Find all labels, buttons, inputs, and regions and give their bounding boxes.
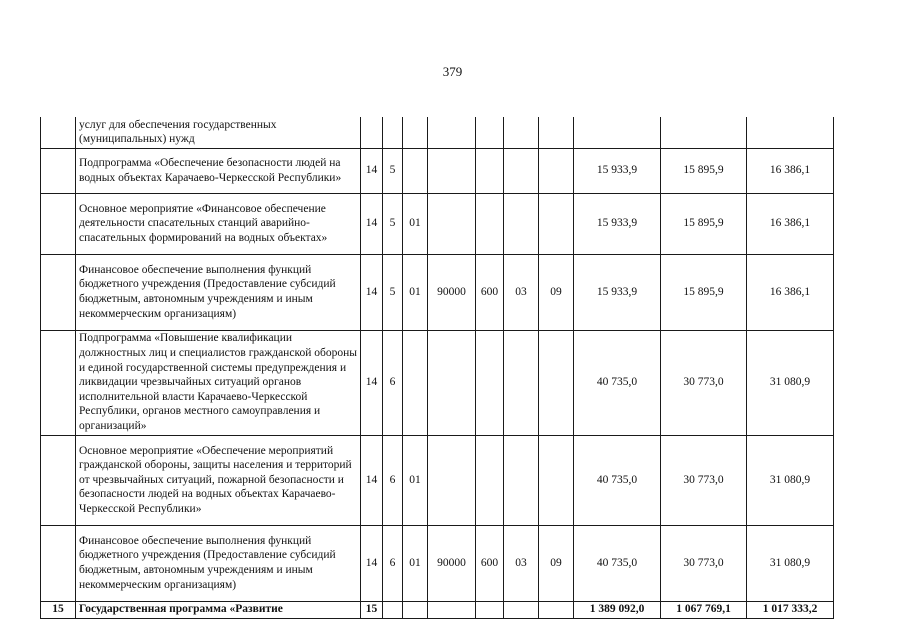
amount-cell: 15 895,9 [661,193,747,254]
code-cell: 03 [504,525,539,601]
table-row [41,601,834,618]
row-name: услуг для обеспечения государственных (муниципальных) нужд [76,117,361,148]
table-row [41,525,834,601]
code-cell: 09 [539,525,574,601]
budget-table [40,117,834,619]
amount-cell: 15 895,9 [661,254,747,330]
amount-cell: 15 933,9 [574,193,661,254]
row-number [41,193,76,254]
row-name: Финансовое обеспечение выполнения функций бюджетного учреждения (Предоставление субсидий бюджетным, автономным учреждениям и иным некоммерческим организациям) [76,525,361,601]
code-cell: 01 [403,254,428,330]
code-cell [383,601,403,618]
row-number [41,148,76,193]
amount-cell: 1 067 769,1 [661,601,747,618]
code-cell [428,435,476,525]
amount-cell: 1 017 333,2 [747,601,834,618]
code-cell: 5 [383,148,403,193]
code-cell [476,117,504,148]
code-cell [428,601,476,618]
code-cell: 01 [403,435,428,525]
code-cell [403,117,428,148]
row-name: Государственная программа «Развитие [76,601,361,618]
amount-cell: 15 933,9 [574,148,661,193]
code-cell [428,117,476,148]
amount-cell: 30 773,0 [661,435,747,525]
code-cell: 90000 [428,254,476,330]
row-name: Основное мероприятие «Финансовое обеспечение деятельности спасательных станций аварийно-спасательных формирований на водных объектах» [76,193,361,254]
code-cell: 14 [361,193,383,254]
amount-cell: 40 735,0 [574,330,661,435]
row-number [41,330,76,435]
amount-cell: 16 386,1 [747,193,834,254]
code-cell [504,601,539,618]
amount-cell [747,117,834,148]
code-cell [539,601,574,618]
row-name: Основное мероприятие «Обеспечение мероприятий гражданской обороны, защиты населения и территорий от чрезвычайных ситуаций, пожарной безопасности и безопасности людей на водных объектах Карачаево-Черкесской Республики» [76,435,361,525]
code-cell: 90000 [428,525,476,601]
row-name: Подпрограмма «Повышение квалификации должностных лиц и специалистов гражданской обороны и единой государственной системы предупреждения и ликвидации чрезвычайных ситуаций органов исполнительной власти Карачаево-Черкесской Республики, органов местного самоуправления и организаций» [76,330,361,435]
row-number: 15 [41,601,76,618]
amount-cell [574,117,661,148]
row-name: Финансовое обеспечение выполнения функций бюджетного учреждения (Предоставление субсидий бюджетным, автономным учреждениям и иным некоммерческим организациям) [76,254,361,330]
code-cell [476,148,504,193]
code-cell: 14 [361,330,383,435]
amount-cell: 15 895,9 [661,148,747,193]
table-row [41,117,834,148]
code-cell [476,330,504,435]
code-cell: 15 [361,601,383,618]
code-cell [476,193,504,254]
code-cell [539,148,574,193]
code-cell: 6 [383,525,403,601]
amount-cell: 30 773,0 [661,330,747,435]
code-cell [361,117,383,148]
code-cell [504,435,539,525]
code-cell [539,193,574,254]
code-cell [539,435,574,525]
code-cell [504,330,539,435]
table-row [41,330,834,435]
code-cell: 600 [476,254,504,330]
code-cell [428,193,476,254]
code-cell: 01 [403,193,428,254]
row-number [41,435,76,525]
table-row [41,193,834,254]
code-cell [504,117,539,148]
code-cell [476,601,504,618]
code-cell: 14 [361,525,383,601]
table-row [41,254,834,330]
code-cell [504,193,539,254]
amount-cell: 31 080,9 [747,330,834,435]
code-cell [539,117,574,148]
code-cell [403,148,428,193]
amount-cell: 40 735,0 [574,435,661,525]
row-number [41,254,76,330]
code-cell: 14 [361,254,383,330]
code-cell [383,117,403,148]
row-number [41,117,76,148]
code-cell: 5 [383,254,403,330]
code-cell: 03 [504,254,539,330]
table-row [41,435,834,525]
code-cell [539,330,574,435]
code-cell: 09 [539,254,574,330]
code-cell [403,601,428,618]
code-cell: 6 [383,330,403,435]
page-number: 379 [442,64,463,79]
code-cell [428,148,476,193]
amount-cell: 40 735,0 [574,525,661,601]
code-cell: 01 [403,525,428,601]
row-name: Подпрограмма «Обеспечение безопасности людей на водных объектах Карачаево-Черкесской Республики» [76,148,361,193]
code-cell: 600 [476,525,504,601]
amount-cell: 30 773,0 [661,525,747,601]
code-cell: 6 [383,435,403,525]
amount-cell: 16 386,1 [747,148,834,193]
code-cell: 14 [361,435,383,525]
amount-cell: 16 386,1 [747,254,834,330]
code-cell: 14 [361,148,383,193]
code-cell [504,148,539,193]
code-cell [403,330,428,435]
amount-cell: 31 080,9 [747,525,834,601]
row-number [41,525,76,601]
code-cell [428,330,476,435]
amount-cell: 15 933,9 [574,254,661,330]
code-cell: 5 [383,193,403,254]
amount-cell: 1 389 092,0 [574,601,661,618]
code-cell [476,435,504,525]
table-row [41,148,834,193]
amount-cell [661,117,747,148]
amount-cell: 31 080,9 [747,435,834,525]
